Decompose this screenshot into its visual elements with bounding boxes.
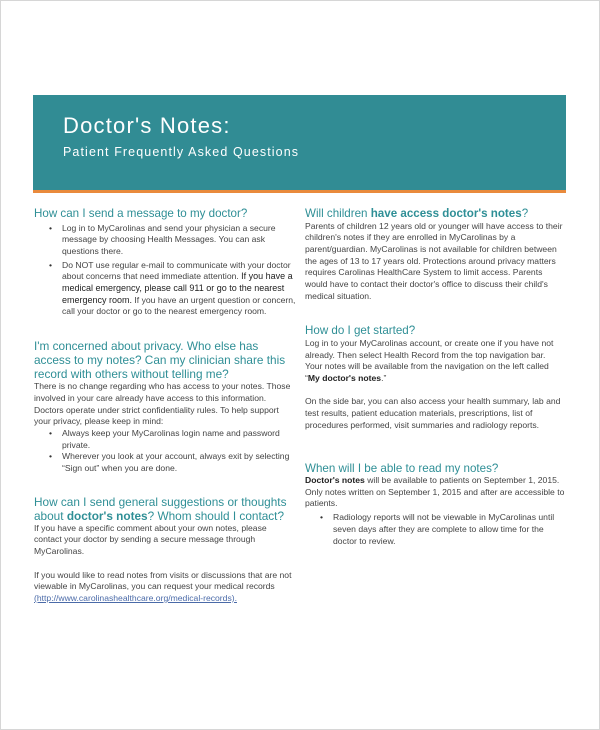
document-subtitle: Patient Frequently Asked Questions — [63, 145, 300, 159]
bullet-text: Do NOT use regular e-mail to communicate with your doctor about concerns that need immediate attention. — [62, 259, 291, 282]
faq-answer: There is no change regarding who has access to your notes. Those involved in your care already have access to this information. Doctors operate under strict confidentiality rules. To help support your privacy, please keep in mind: — [34, 381, 291, 427]
answer-text: If you would like to read notes from visits or discussions that are not viewable in MyCarolinas, you can request your medical records — [34, 569, 292, 592]
faq-section-privacy — [34, 339, 296, 475]
faq-question: I'm concerned about privacy. Who else has access to my notes? Can my clinician share this record with others without telling me? — [34, 339, 286, 382]
faq-answer: Parents of children 12 years old or younger will have access to their children's notes if they are enrolled in MyCarolinas by a parent/guardian. MyCarolinas is not available for children between the ages of 13 to 17 years old. Protections around privacy matters requires Carolinas HealthCare System to limit access. Parents would have to contact their doctor's office to discuss their child's medical situation. — [305, 220, 563, 301]
question-text: ? Whom should I contact? — [147, 508, 285, 523]
faq-question: When will I be able to read my notes? — [305, 461, 499, 475]
bullet-list — [34, 428, 296, 475]
list-item: • Wherever you look at your account, always exit by selecting “Sign out” when you are done. — [62, 451, 296, 474]
answer-text: will be available to patients on September 1, 2015. Only notes written on September 1, 2015 and after are accessible to patients. — [305, 475, 565, 509]
faq-answer: On the side bar, you can also access your health summary, lab and test results, patient education materials, prescriptions, list of procedures performed, visit summaries and radiology reports. — [305, 396, 561, 430]
list-item: • Always keep your MyCarolinas login name and password private. — [62, 428, 296, 451]
faq-section-get-started — [305, 324, 565, 431]
faq-question — [305, 207, 565, 221]
faq-answer — [305, 475, 565, 510]
question-text: Will children — [305, 207, 371, 220]
answer-text: Log in to your MyCarolinas account, or create one if you have not already. Then select Health Record from the top navigation bar. Your notes will be available from the navigation on the left called “ — [305, 337, 554, 384]
answer-bold-text: My doctor's notes — [307, 373, 382, 384]
faq-section-send-message — [34, 207, 296, 318]
list-item — [62, 260, 296, 319]
question-bold-text: have access doctor's notes — [370, 207, 522, 220]
header-banner — [33, 95, 566, 193]
faq-answer — [305, 338, 565, 385]
emergency-emphasis: If you have a medical emergency, please call 911 or go to the nearest emergency room. — [62, 271, 293, 305]
bullet-list — [34, 223, 296, 319]
question-text: ? — [521, 207, 529, 220]
faq-answer — [34, 570, 296, 605]
left-column — [34, 207, 296, 605]
faq-question: How can I send a message to my doctor? — [34, 207, 248, 220]
list-item: • Log in to MyCarolinas and send your physician a secure message by choosing Health Messages. You can ask questions there. — [62, 223, 296, 258]
right-column — [305, 207, 565, 547]
question-text: How can I send general suggestions or thoughts about — [34, 494, 287, 523]
faq-section-when-read — [305, 462, 565, 548]
answer-text: .” — [381, 373, 387, 384]
faq-question: How do I get started? — [305, 324, 416, 338]
faq-section-children — [305, 207, 565, 302]
answer-bold-text: Doctor's notes — [305, 475, 365, 486]
faq-section-suggestions — [34, 495, 296, 605]
question-bold-text: doctor's notes — [66, 508, 148, 523]
bullet-list — [305, 512, 565, 547]
faq-answer: If you have a specific comment about your own notes, please contact your doctor by sending a secure message through MyCarolinas. — [34, 522, 267, 557]
bullet-text: If you have an urgent question or concern, call your doctor or go to the nearest emergency room. — [62, 294, 296, 317]
medical-records-link[interactable]: (http://www.carolinashealthcare.org/medical-records). — [34, 592, 237, 603]
faq-question — [34, 495, 296, 523]
list-item: • Radiology reports will not be viewable in MyCarolinas until seven days after they are complete to allow time for the doctor to review. — [333, 512, 565, 547]
document-title: Doctor's Notes: — [63, 113, 231, 138]
